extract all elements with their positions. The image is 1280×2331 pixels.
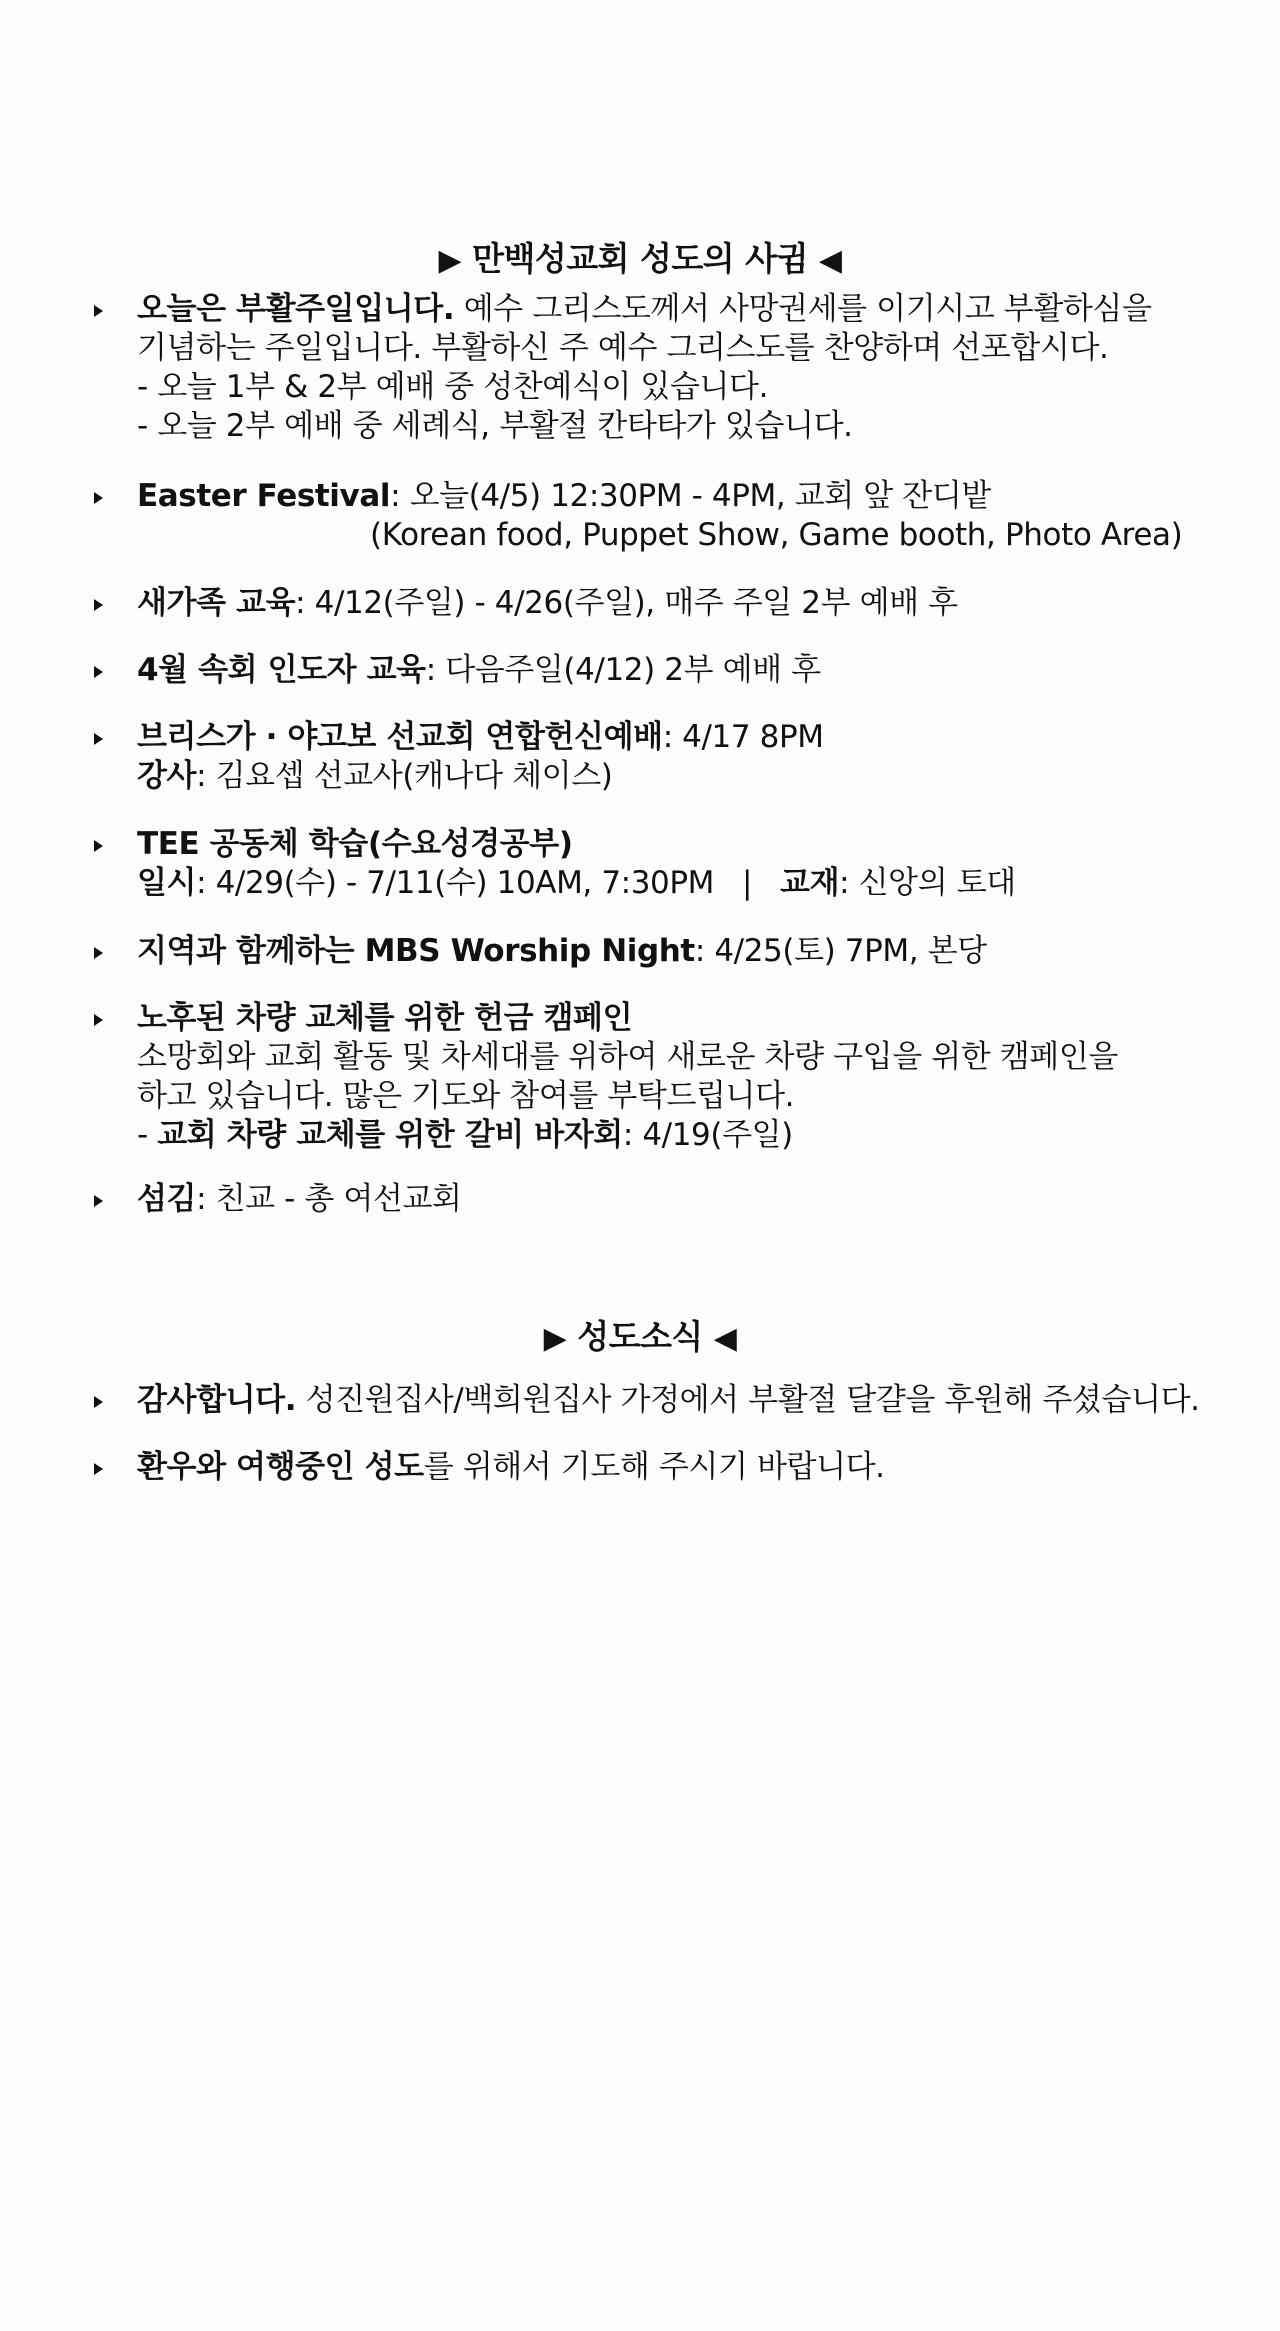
bullet-icon (92, 1394, 106, 1408)
item-heading: 새가족 교육 (137, 585, 296, 621)
bullet-icon (92, 1461, 106, 1475)
list-item-worship-night (137, 932, 1247, 971)
item-heading: 지역과 함께하는 MBS Worship Night (137, 933, 695, 969)
section-heading-fellowship (0, 233, 1280, 280)
list-item-easter-sunday (137, 290, 1247, 446)
list-item-thanks (137, 1381, 1247, 1420)
bullet-icon (92, 490, 106, 504)
item-text: : 4/29(수) - 7/11(수) 10AM, 7:30PM (196, 865, 714, 901)
item-heading: 오늘은 부활주일입니다. (137, 291, 455, 327)
left-triangle-icon: ◀ (713, 1321, 737, 1356)
item-text: : 4/17 8PM (662, 719, 824, 755)
item-text: 하고 있습니다. 많은 기도와 참여를 부탁드립니다. (137, 1078, 795, 1114)
item-text: : 다음주일(4/12) 2부 예배 후 (425, 652, 821, 688)
item-text: - 오늘 2부 예배 중 세례식, 부활절 칸타타가 있습니다. (137, 408, 853, 444)
bullet-icon (92, 838, 106, 852)
item-heading: 환우와 여행중인 성도 (137, 1449, 424, 1485)
item-heading: 노후된 차량 교체를 위한 헌금 캠페인 (137, 1000, 633, 1036)
item-subheading: 교재 (780, 865, 840, 901)
list-item-prayer-request (137, 1448, 1247, 1487)
right-triangle-icon: ▶ (543, 1321, 567, 1356)
item-text: 성진원집사/백희원집사 가정에서 부활절 달걀을 후원해 주셨습니다. (296, 1382, 1200, 1418)
item-text: : 4/25(토) 7PM, 본당 (694, 933, 987, 969)
separator: | (742, 865, 753, 901)
section-heading-member-news (0, 1311, 1280, 1358)
item-text: : 오늘(4/5) 12:30PM - 4PM, 교회 앞 잔디밭 (390, 478, 991, 514)
list-item-easter-festival (137, 477, 1247, 555)
item-text: : 4/12(주일) - 4/26(주일), 매주 주일 2부 예배 후 (295, 585, 958, 621)
right-triangle-icon: ▶ (438, 243, 462, 278)
bullet-icon (92, 303, 106, 317)
item-text: : 김요셉 선교사(캐나다 체이스) (196, 758, 613, 794)
list-item-joint-worship (137, 718, 1247, 796)
item-heading: 4월 속회 인도자 교육 (137, 652, 426, 688)
item-text: - (137, 1117, 158, 1153)
item-heading: Easter Festival (137, 478, 391, 514)
list-item-vehicle-campaign (137, 999, 1247, 1155)
bullet-icon (92, 731, 106, 745)
item-text: - 오늘 1부 & 2부 예배 중 성찬예식이 있습니다. (137, 369, 769, 405)
section-title: 성도소식 (577, 1317, 703, 1356)
item-subheading: 교회 차량 교체를 위한 갈비 바자회 (157, 1117, 623, 1153)
item-heading: 브리스가 · 야고보 선교회 연합헌신예배 (137, 719, 663, 755)
bullet-icon (92, 1193, 106, 1207)
item-text: 예수 그리스도께서 사망권세를 이기시고 부활하심을 (454, 291, 1152, 327)
bullet-icon (92, 597, 106, 611)
section-title: 만백성교회 성도의 사귐 (472, 239, 808, 278)
list-item-leader-education (137, 651, 1247, 690)
bullet-icon (92, 664, 106, 678)
item-text: : 신앙의 토대 (839, 865, 1016, 901)
item-heading: 감사합니다. (137, 1382, 297, 1418)
item-text: 기념하는 주일입니다. 부활하신 주 예수 그리스도를 찬양하며 선포합시다. (137, 330, 1109, 366)
item-heading: 섬김 (137, 1181, 197, 1217)
list-item-newcomer-education (137, 584, 1247, 623)
bullet-icon (92, 945, 106, 959)
left-triangle-icon: ◀ (818, 243, 842, 278)
bullet-icon (92, 1012, 106, 1026)
item-text: 를 위해서 기도해 주시기 바랍니다. (423, 1449, 885, 1485)
item-text: (Korean food, Puppet Show, Game booth, Photo Area) (370, 517, 1183, 553)
item-subheading: 일시 (137, 865, 197, 901)
list-item-serving (137, 1180, 1247, 1219)
item-text: : 친교 - 총 여선교회 (196, 1181, 462, 1217)
item-text: : 4/19(주일) (622, 1117, 793, 1153)
item-text: 소망회와 교회 활동 및 차세대를 위하여 새로운 차량 구입을 위한 캠페인을 (137, 1039, 1118, 1075)
item-heading: TEE 공동체 학습(수요성경공부) (137, 826, 573, 862)
list-item-tee-study (137, 825, 1247, 903)
item-subheading: 강사 (137, 758, 197, 794)
